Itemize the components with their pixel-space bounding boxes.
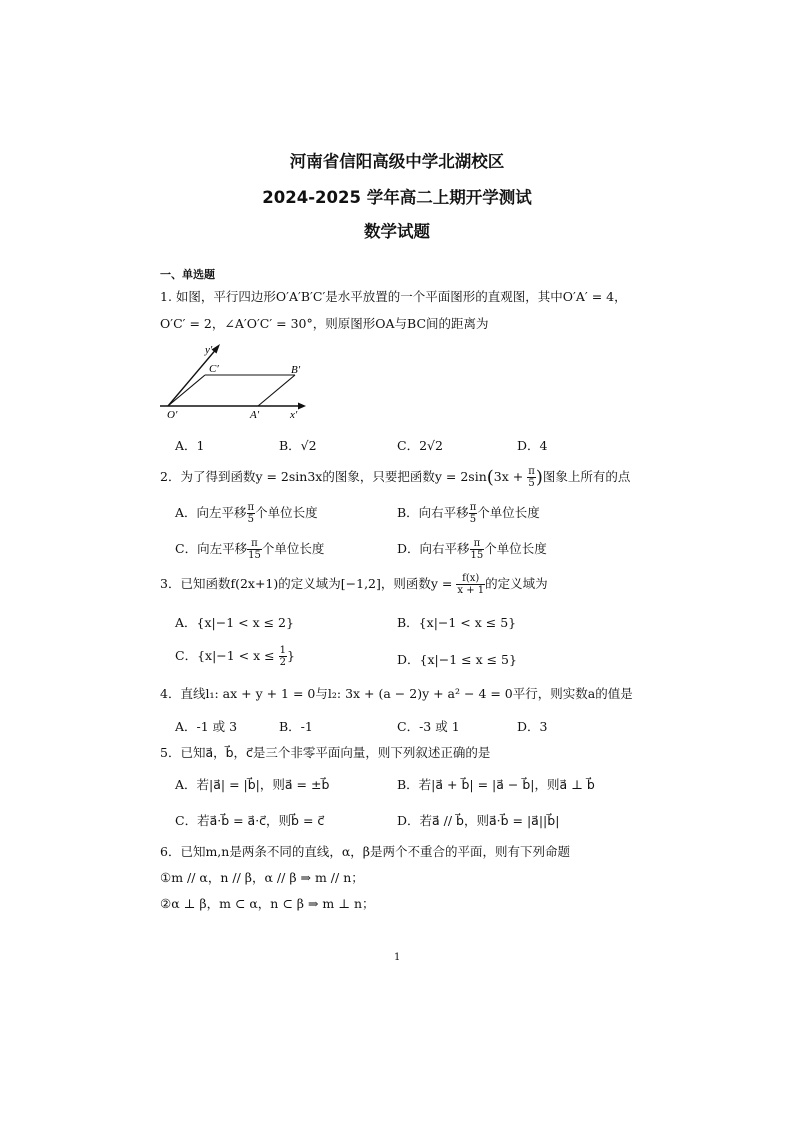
q4-option-a: A．-1 或 3 xyxy=(175,719,238,734)
q5-option-b: B．若|a⃗ + b⃗| = |a⃗ − b⃗|，则a⃗ ⊥ b⃗ xyxy=(397,777,595,792)
q5-option-a: A．若|a⃗| = |b⃗|，则a⃗ = ±b⃗ xyxy=(175,777,330,792)
school-title: 河南省信阳高级中学北湖校区 xyxy=(289,152,505,171)
q2-stem: 2．为了得到函数y = 2sin3x的图象，只要把函数y = 2sin(3x + $\frac{\pi}{5}$ )图象上所有的点 xyxy=(160,466,631,489)
fig-label-x: x′ xyxy=(290,409,298,420)
q3-option-d: D．{x|−1 ≤ x ≤ 5} xyxy=(397,652,517,667)
q1-option-a: A．1 xyxy=(175,438,205,453)
q4-option-c: C．-3 或 1 xyxy=(397,719,460,734)
q1-stem-line1: 1. 如图，平行四边形O′A′B′C′是水平放置的一个平面图形的直观图，其中O′A′ = 4， xyxy=(160,289,627,304)
fig-label-b: B′ xyxy=(291,364,301,376)
section-heading: 一、单选题 xyxy=(160,268,215,281)
q3-option-a: A．{x|−1 < x ≤ 2} xyxy=(175,615,294,630)
exam-term: 2024-2025 学年高二上期开学测试 xyxy=(262,188,532,207)
q2-option-a: A．向左平移 $\frac{\pi}{5}$ 个单位长度 xyxy=(175,502,318,525)
q1-option-b: B．√2 xyxy=(279,438,317,453)
q1-stem-line2: O′C′ = 2，∠A′O′C′ = 30°，则原图形OA与BC间的距离为 xyxy=(160,316,489,331)
fig-label-o: O′ xyxy=(167,409,178,420)
q5-option-c: C．若a⃗·b⃗ = a⃗·c⃗，则b⃗ = c⃗ xyxy=(175,813,325,828)
page-number: 1 xyxy=(394,952,401,963)
q1-option-c: C．2√2 xyxy=(397,438,443,453)
q3-stem: 3．已知函数f(2x+1)的定义域为[−1,2]，则函数y = $\frac{f(x)}{x + 1}$ 的定义域为 xyxy=(160,573,548,596)
q1-option-d: D．4 xyxy=(517,438,548,453)
q5-stem: 5．已知a⃗，b⃗，c⃗是三个非零平面向量，则下列叙述正确的是 xyxy=(160,745,491,760)
q6-proposition-1: ①m // α，n // β，α // β ⇒ m // n； xyxy=(160,870,364,885)
q4-option-b: B．-1 xyxy=(279,719,313,734)
q4-option-d: D．3 xyxy=(517,719,548,734)
q5-option-d: D．若a⃗ // b⃗，则a⃗·b⃗ = |a⃗||b⃗| xyxy=(397,813,560,828)
q1-figure xyxy=(158,340,308,420)
fig-label-c: C′ xyxy=(209,363,219,375)
q3-option-b: B．{x|−1 < x ≤ 5} xyxy=(397,615,517,630)
q3-option-c: C．{x|−1 < x ≤ $\frac{1}{2}$ } xyxy=(175,645,295,668)
q6-proposition-2: ②α ⊥ β，m ⊂ α，n ⊂ β ⇒ m ⊥ n； xyxy=(160,896,375,911)
fig-label-a: A′ xyxy=(250,409,260,420)
subject-title: 数学试题 xyxy=(364,222,430,241)
fig-label-y: y′ xyxy=(205,344,213,356)
q6-stem: 6．已知m,n是两条不同的直线，α，β是两个不重合的平面，则有下列命题 xyxy=(160,844,570,859)
q2-option-d: D．向右平移 $\frac{\pi}{15}$ 个单位长度 xyxy=(397,538,547,561)
q2-option-b: B．向右平移 $\frac{\pi}{5}$ 个单位长度 xyxy=(397,502,540,525)
q2-option-c: C．向左平移 $\frac{\pi}{15}$ 个单位长度 xyxy=(175,538,325,561)
q4-stem: 4．直线l₁: ax + y + 1 = 0与l₂: 3x + (a − 2)y + a² − 4 = 0平行，则实数a的值是 xyxy=(160,686,633,701)
